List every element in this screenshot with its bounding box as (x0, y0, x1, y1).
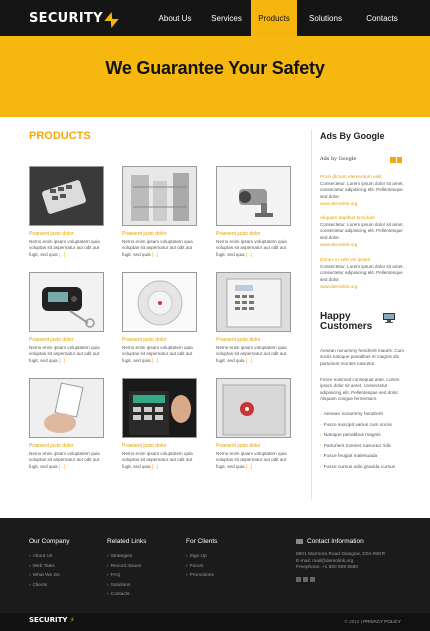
product-link[interactable]: Praesent justo dolor (216, 337, 261, 343)
read-more-link[interactable]: [...] (58, 463, 66, 469)
product-description (122, 345, 202, 364)
ads-heading: Ads By Google (320, 131, 385, 141)
footer-link[interactable]: › Promotions (186, 571, 217, 581)
product-card (122, 272, 202, 364)
contact-phone: Freephone: +1 800 559 6580 (296, 565, 359, 571)
product-description (29, 345, 109, 364)
ad-title[interactable]: Aliquam dapibus tincidunt (320, 216, 375, 221)
footer-link[interactable]: › Forum (186, 562, 217, 572)
contact-address: 8901 Marmora Road Glasgow, D04 89GR (296, 552, 386, 557)
footer-heading: For Clients (186, 538, 218, 545)
read-more-link[interactable]: [...] (58, 357, 66, 363)
prev-arrow-icon[interactable] (390, 157, 396, 163)
key-fob-icon[interactable] (29, 272, 104, 332)
ad-url[interactable]: www.demolink.org (320, 201, 358, 207)
security-camera-icon[interactable] (216, 166, 291, 226)
footer-link[interactable]: › What We Do (29, 571, 69, 581)
footer-heading: Related Links (107, 538, 147, 545)
product-link[interactable]: Praesent justo dolor (122, 231, 167, 237)
footer-link[interactable]: › About Us (29, 552, 69, 562)
product-description (216, 239, 296, 258)
list-item[interactable]: › Parturient montes nascetur ridic (320, 442, 410, 453)
product-link[interactable]: Praesent justo dolor (29, 443, 74, 449)
monitor-icon (382, 312, 396, 324)
product-text: Nemo enim ipsam voluptatem quia voluptas sit aspernatur aut odit aut fugit, sed quia (29, 239, 100, 257)
facebook-icon[interactable] (296, 577, 301, 582)
list-item[interactable]: › Fusce cursus odio gravida cursus (320, 463, 410, 474)
contact-email[interactable]: E-mail: mail@demolink.org (296, 558, 354, 564)
ad-item (320, 216, 406, 247)
footer-contact (296, 538, 385, 582)
product-text: Nemo enim ipsam voluptatem quia voluptas sit aspernatur aut odit aut fugit, sed quia (216, 451, 287, 469)
features-list (320, 410, 410, 473)
testimonial-text: Aenean nonummy hendrerit mauris. Cum sociis natoque penatibus et magnis dis parturient montes nascetur. (320, 348, 405, 366)
sidebar-divider (311, 130, 312, 500)
product-card (29, 378, 109, 470)
key-card-icon[interactable] (29, 378, 104, 438)
product-card (29, 166, 109, 258)
happy-title-line1: Happy (320, 311, 351, 322)
logo-text: SECURITY (29, 10, 103, 26)
product-text: Nemo enim ipsam voluptatem quia voluptas sit aspernatur aut odit aut fugit, sed quia (122, 239, 193, 257)
footer-link[interactable]: › Solutions (107, 581, 146, 591)
list-item[interactable]: › Fusce suscipit varius cum sociis (320, 421, 410, 432)
main-nav (148, 0, 410, 36)
product-card (216, 378, 296, 470)
safe-icon[interactable] (216, 378, 291, 438)
read-more-link[interactable]: [...] (151, 357, 159, 363)
ad-text: Consectetur. Lorem ipsum dolor sit amet, consectetur adipisicing elit. Pellentesque sed dolor. (320, 264, 404, 282)
banner-title: We Guarantee Your Safety (105, 58, 325, 78)
footer-link[interactable]: › Sign Up (186, 552, 217, 562)
ad-title[interactable]: Donec in velit vel ipsum (320, 258, 371, 263)
product-link[interactable]: Praesent justo dolor (216, 443, 261, 449)
product-card (29, 272, 109, 364)
contact-title: Contact Information (307, 538, 364, 545)
product-text: Nemo enim ipsam voluptatem quia voluptas sit aspernatur aut odit aut fugit, sed quia (216, 239, 287, 257)
electronic-lock-icon[interactable] (29, 166, 104, 226)
ad-text: Consectetur. Lorem ipsum dolor sit amet, consectetur adipisicing elit. Pellentesque sed dolor. (320, 181, 404, 199)
read-more-link[interactable]: [...] (245, 463, 253, 469)
list-item[interactable]: › Fusce feugiat malesuada (320, 452, 410, 463)
list-item[interactable]: › Natoque penatibus magnis (320, 431, 410, 442)
product-text: Nemo enim ipsam voluptatem quia voluptas sit aspernatur aut odit aut fugit, sed quia (216, 345, 287, 363)
smoke-detector-icon[interactable] (122, 272, 197, 332)
footer-company (29, 538, 69, 590)
product-card (216, 166, 296, 258)
next-arrow-icon[interactable] (397, 157, 403, 163)
happy-customers-heading (320, 312, 372, 332)
product-description (216, 451, 296, 470)
nav-item-solutions[interactable]: Solutions (309, 13, 342, 23)
security-door-icon[interactable] (122, 166, 197, 226)
footer-related (107, 538, 146, 600)
product-description (216, 345, 296, 364)
nav-item-products[interactable]: Products (251, 0, 297, 36)
happy-title-line2: Customers (320, 321, 373, 332)
social-links (296, 577, 385, 582)
envelope-icon (296, 539, 303, 544)
product-text: Nemo enim ipsam voluptatem quia voluptas sit aspernatur aut odit aut fugit, sed quia (122, 451, 193, 469)
testimonial-text: Fusce euismod consequat ante. Lorem ipsum dolor sit amet, consectetur adipisicing elit. Pellentesque sed dolor. Aliquam congue fermentum. (320, 377, 400, 402)
footer-link[interactable]: › Web Tales (29, 562, 69, 572)
ads-by-google-label[interactable]: Ads by Google (320, 156, 357, 162)
twitter-icon[interactable] (303, 577, 308, 582)
footer-link[interactable]: › Clients (29, 581, 69, 591)
product-text: Nemo enim ipsam voluptatem quia voluptas sit aspernatur aut odit aut fugit, sed quia (122, 345, 193, 363)
ad-url[interactable]: www.demolink.org (320, 284, 358, 290)
nav-item-services[interactable]: Services (211, 13, 242, 23)
product-link[interactable]: Praesent justo dolor (216, 231, 261, 237)
privacy-policy-link[interactable]: PRIVACY POLICY (363, 619, 401, 624)
footer-logo[interactable] (29, 616, 75, 624)
footer-heading (296, 538, 385, 545)
footer-logo-text: SECURITY (29, 616, 68, 624)
product-card (122, 166, 202, 258)
product-description (29, 451, 109, 470)
read-more-link[interactable]: [...] (245, 251, 253, 257)
nav-item-contacts[interactable]: Contacts (366, 13, 398, 23)
product-card (216, 272, 296, 364)
ad-text: Consectetur. Lorem ipsum dolor sit amet, consectetur adipisicing elit. Pellentesque sed dolor. (320, 222, 404, 240)
footer-clients (186, 538, 217, 581)
footer-link[interactable]: › Strategies (107, 552, 146, 562)
read-more-link[interactable]: [...] (151, 463, 159, 469)
read-more-link[interactable]: [...] (151, 251, 159, 257)
product-link[interactable]: Praesent justo dolor (29, 231, 74, 237)
ad-url[interactable]: www.demolink.org (320, 242, 358, 248)
nav-item-about-us[interactable]: About Us (158, 13, 192, 23)
list-item[interactable]: › Aenean nonummy hendrerit (320, 410, 410, 421)
copyright-text: © 2012 | (344, 619, 362, 624)
ads-nav-arrows[interactable] (390, 157, 402, 163)
rss-icon[interactable] (310, 577, 315, 582)
product-link[interactable]: Praesent justo dolor (122, 443, 167, 449)
footer-link[interactable]: › Contacts (107, 590, 146, 600)
footer-link[interactable]: › Record Issues (107, 562, 146, 572)
fingerprint-keypad-icon[interactable] (122, 378, 197, 438)
read-more-link[interactable]: [...] (245, 357, 253, 363)
ad-item (320, 175, 406, 206)
copyright (344, 619, 401, 624)
product-link[interactable]: Praesent justo dolor (122, 337, 167, 343)
read-more-link[interactable]: [...] (58, 251, 66, 257)
footer-heading: Our Company (29, 538, 70, 545)
ad-item (320, 258, 406, 289)
site-logo[interactable] (29, 9, 117, 27)
alarm-keypad-icon[interactable] (216, 272, 291, 332)
ad-title[interactable]: Proin dictum elementum velit (320, 175, 382, 180)
product-description (122, 451, 202, 470)
product-description (122, 239, 202, 258)
product-card (122, 378, 202, 470)
products-heading: PRODUCTS (29, 130, 91, 142)
product-text: Nemo enim ipsam voluptatem quia voluptas sit aspernatur aut odit aut fugit, sed quia (29, 451, 100, 469)
product-description (29, 239, 109, 258)
product-link[interactable]: Praesent justo dolor (29, 337, 74, 343)
product-text: Nemo enim ipsam voluptatem quia voluptas sit aspernatur aut odit aut fugit, sed quia (29, 345, 100, 363)
footer-link[interactable]: › FAQ (107, 571, 146, 581)
lightning-bolt-icon: ⚡ (67, 616, 75, 624)
